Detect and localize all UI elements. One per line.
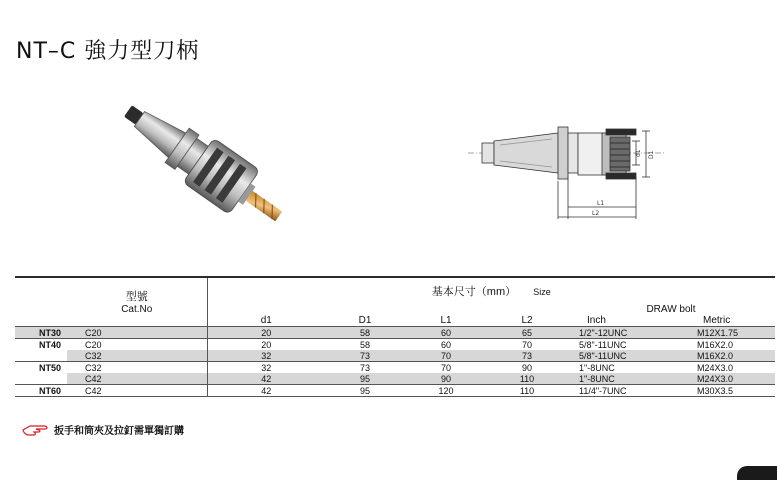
L2-cell: 110 bbox=[487, 385, 567, 397]
cat-cell: C20 bbox=[67, 327, 207, 339]
page-title: NT–C 強力型刀柄 bbox=[16, 39, 200, 64]
size-label: Size bbox=[533, 287, 551, 297]
L2-cell: 110 bbox=[487, 373, 567, 385]
group-label: NT30 bbox=[15, 327, 67, 339]
spec-table bbox=[15, 276, 775, 397]
inch-cell: 1"-8UNC bbox=[567, 362, 675, 374]
L2-cell: 90 bbox=[487, 362, 567, 374]
col-header-inch: Inch bbox=[567, 315, 675, 327]
metric-cell: M16X2.0 bbox=[675, 339, 775, 351]
D1-cell: 73 bbox=[325, 362, 405, 374]
dimension-header bbox=[207, 278, 775, 304]
table-row bbox=[15, 373, 775, 385]
drawing-label-D1: D1 bbox=[648, 150, 655, 159]
inch-cell: 11/4"-7UNC bbox=[567, 385, 675, 397]
d1-cell: 32 bbox=[207, 350, 325, 362]
model-header: 型號 bbox=[67, 278, 207, 304]
draw-bolt-header: DRAW bolt bbox=[567, 304, 775, 315]
table-row bbox=[15, 339, 775, 351]
L2-cell: 70 bbox=[487, 339, 567, 351]
L1-cell: 90 bbox=[405, 373, 487, 385]
D1-cell: 58 bbox=[325, 327, 405, 339]
group-label: NT40 bbox=[15, 339, 67, 351]
table-row bbox=[15, 362, 775, 374]
tool-holder-photo bbox=[100, 95, 300, 235]
inch-cell: 1"-8UNC bbox=[567, 373, 675, 385]
drawing-label-d1: d1 bbox=[635, 149, 642, 157]
col-header-L1: L1 bbox=[405, 315, 487, 327]
group-label bbox=[15, 350, 67, 362]
L1-cell: 120 bbox=[405, 385, 487, 397]
L1-cell: 60 bbox=[405, 339, 487, 351]
L2-cell: 73 bbox=[487, 350, 567, 362]
L1-cell: 70 bbox=[405, 362, 487, 374]
cat-cell: C32 bbox=[67, 350, 207, 362]
cat-cell: C20 bbox=[67, 339, 207, 351]
metric-cell: M30X3.5 bbox=[675, 385, 775, 397]
D1-cell: 58 bbox=[325, 339, 405, 351]
table-row bbox=[15, 350, 775, 362]
corner-decoration bbox=[737, 466, 777, 480]
d1-cell: 32 bbox=[207, 362, 325, 374]
cat-cell: C42 bbox=[67, 385, 207, 397]
d1-cell: 20 bbox=[207, 327, 325, 339]
table-row bbox=[15, 385, 775, 397]
group-label: NT50 bbox=[15, 362, 67, 374]
L1-cell: 70 bbox=[405, 350, 487, 362]
d1-cell: 42 bbox=[207, 373, 325, 385]
col-header-L2: L2 bbox=[487, 315, 567, 327]
order-note bbox=[22, 422, 184, 437]
col-header-metric: Metric bbox=[675, 315, 775, 327]
catno-header: Cat.No bbox=[67, 304, 207, 315]
order-note-text: 扳手和筒夾及拉釘需單獨訂購 bbox=[54, 426, 184, 437]
D1-cell: 95 bbox=[325, 385, 405, 397]
group-label: NT60 bbox=[15, 385, 67, 397]
col-header-d1: d1 bbox=[207, 315, 325, 327]
dimension-label: 基本尺寸（mm） bbox=[431, 286, 517, 298]
cat-cell: C42 bbox=[67, 373, 207, 385]
drawing-label-L2: L2 bbox=[592, 210, 600, 217]
d1-cell: 20 bbox=[207, 339, 325, 351]
metric-cell: M24X3.0 bbox=[675, 373, 775, 385]
cat-cell: C32 bbox=[67, 362, 207, 374]
tool-holder-drawing bbox=[460, 115, 710, 230]
D1-cell: 95 bbox=[325, 373, 405, 385]
pointing-hand-icon bbox=[22, 424, 48, 436]
L1-cell: 60 bbox=[405, 327, 487, 339]
col-header-D1: D1 bbox=[325, 315, 405, 327]
d1-cell: 42 bbox=[207, 385, 325, 397]
metric-cell: M24X3.0 bbox=[675, 362, 775, 374]
inch-cell: 5/8"-11UNC bbox=[567, 339, 675, 351]
metric-cell: M16X2.0 bbox=[675, 350, 775, 362]
D1-cell: 73 bbox=[325, 350, 405, 362]
inch-cell: 5/8"-11UNC bbox=[567, 350, 675, 362]
inch-cell: 1/2"-12UNC bbox=[567, 327, 675, 339]
drawing-label-L1: L1 bbox=[597, 200, 605, 207]
group-label bbox=[15, 373, 67, 385]
metric-cell: M12X1.75 bbox=[675, 327, 775, 339]
table-row bbox=[15, 327, 775, 339]
L2-cell: 65 bbox=[487, 327, 567, 339]
